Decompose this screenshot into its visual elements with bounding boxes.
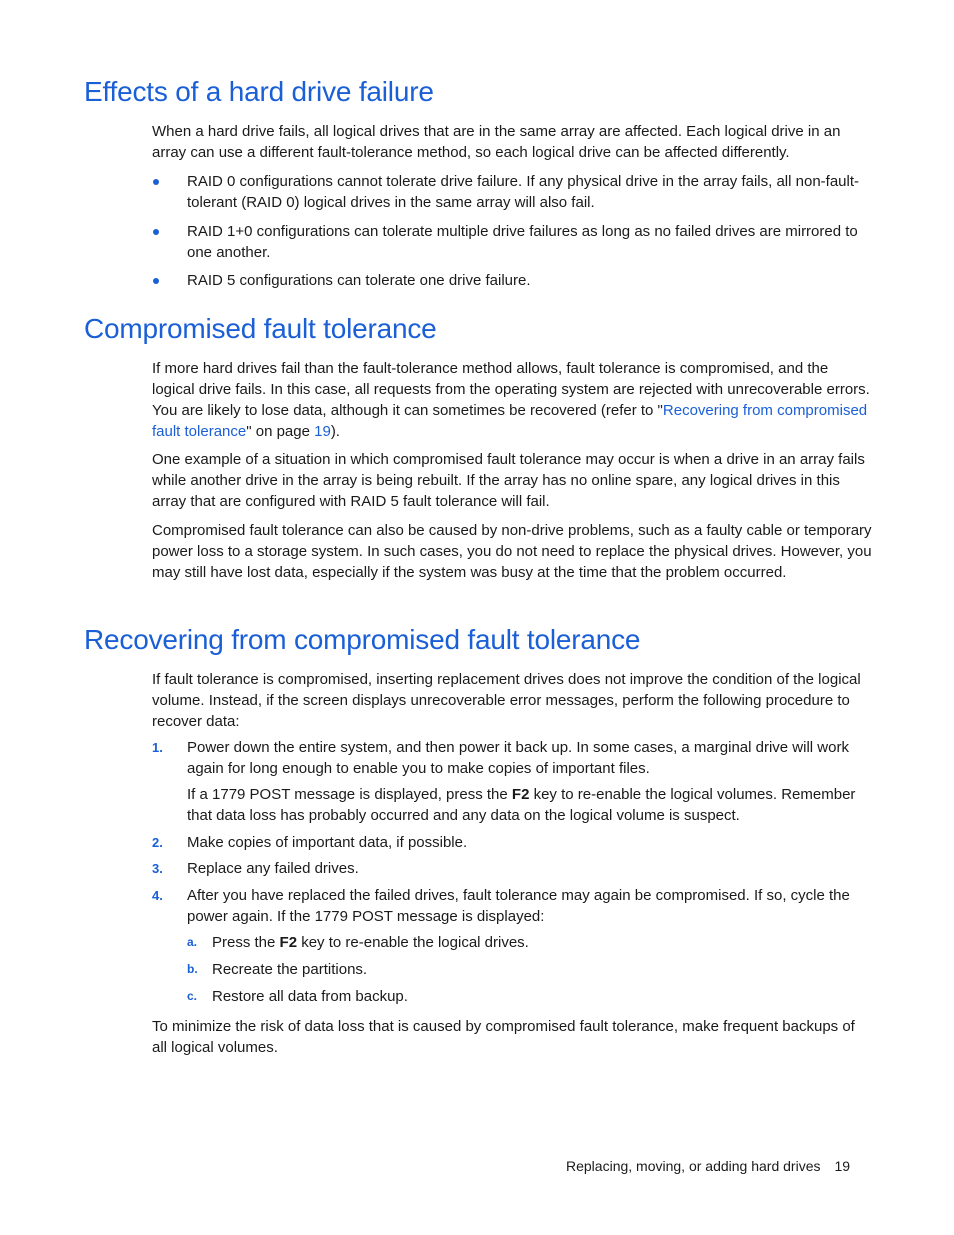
paragraph-recovering-intro: If fault tolerance is compromised, inserting replacement drives does not improve the condition of the logical volume. Instead, if the screen displays unrecoverable error messages, perform the following procedure to recover data: (152, 671, 861, 730)
substep-text: Recreate the partitions. (212, 961, 368, 978)
step-text: Power down the entire system, and then power it back up. In some cases, a marginal drive will work again for long enough to enable you to make copies of important files. (187, 739, 849, 777)
substep-text-part: key to re-enable the logical drives. (297, 934, 529, 951)
note-text: If a 1779 POST message is displayed, press the (187, 786, 512, 803)
paragraph-text: If more hard drives fail than the fault-tolerance method allows, fault tolerance is compromised, and the logical drive fails. In this case, all requests from the operating system are rejected with unrecoverable errors. You are likely to lose data, although it can sometimes be recovered (refer to " (152, 360, 870, 419)
paragraph-text: ). (330, 423, 340, 440)
step-number: 1. (152, 740, 163, 755)
heading-compromised-fault-tolerance: Compromised fault tolerance (84, 313, 437, 344)
step-number: 3. (152, 861, 163, 876)
link-page-number[interactable]: 19 (314, 423, 331, 440)
heading-effects-of-failure: Effects of a hard drive failure (84, 76, 434, 107)
bullet-text: RAID 0 configurations cannot tolerate drive failure. If any physical drive in the array fails, all non-fault-tolerant (RAID 0) logical drives in the same array will also fail. (187, 173, 859, 211)
paragraph-effects-intro: When a hard drive fails, all logical drives that are in the same array are affected. Each logical drive in an array can use a different fault-tolerance method, so each logical drive can be affected differently. (152, 123, 841, 161)
substep-text-part: Press the (212, 934, 280, 951)
step-text: After you have replaced the failed drives, fault tolerance may again be compromised. If so, cycle the power again. If the 1779 POST message is displayed: (187, 887, 850, 925)
bullet-icon (153, 278, 159, 284)
bullet-text: RAID 5 configurations can tolerate one drive failure. (187, 272, 531, 289)
paragraph-recovering-closing: To minimize the risk of data loss that is caused by compromised fault tolerance, make frequent backups of all logical volumes. (152, 1018, 855, 1056)
note-text: key to re-enable the logical volumes. Remember that data loss has probably occurred and any data on the logical volume is suspect. (187, 786, 856, 824)
paragraph-text: " on page (246, 423, 315, 440)
step-text: Replace any failed drives. (187, 860, 359, 877)
step-number: 2. (152, 835, 163, 850)
key-name: F2 (511, 786, 530, 803)
step-text: Make copies of important data, if possible. (187, 834, 468, 851)
bullet-icon (153, 179, 159, 185)
substep-letter: b. (187, 962, 198, 976)
link-recovering-section[interactable]: Recovering from compromised fault tolerance (152, 402, 868, 440)
bullet-icon (153, 229, 159, 235)
key-name: F2 (279, 934, 298, 951)
paragraph-compromised-p3: Compromised fault tolerance can also be caused by non-drive problems, such as a faulty cable or temporary power loss to a storage system. In such cases, you do not need to replace the physical drives. However, you may still have lost data, especially if the system was busy at the time that the problem occurred. (152, 522, 872, 581)
substep-text: Restore all data from backup. (212, 988, 408, 1005)
step-note-text (187, 784, 872, 826)
bullet-text: RAID 1+0 configurations can tolerate multiple drive failures as long as no failed drives are mirrored to one another. (187, 223, 858, 261)
footer-page-number: 19 (834, 1158, 851, 1174)
heading-recovering: Recovering from compromised fault tolerance (84, 624, 641, 655)
paragraph-compromised-p2: One example of a situation in which compromised fault tolerance may occur is when a drive in an array fails while another drive in the array is being rebuilt. If the array has no online spare, any logical drives in this array that are configured with RAID 5 fault tolerance will fail. (152, 451, 865, 510)
paragraph-compromised-p1 (152, 358, 872, 442)
substep-letter: c. (187, 989, 198, 1003)
step-number: 4. (152, 888, 163, 903)
substep-letter: a. (187, 935, 198, 949)
substep-text (212, 932, 872, 953)
footer-title: Replacing, moving, or adding hard drives (566, 1158, 821, 1174)
page-footer (566, 1158, 850, 1174)
